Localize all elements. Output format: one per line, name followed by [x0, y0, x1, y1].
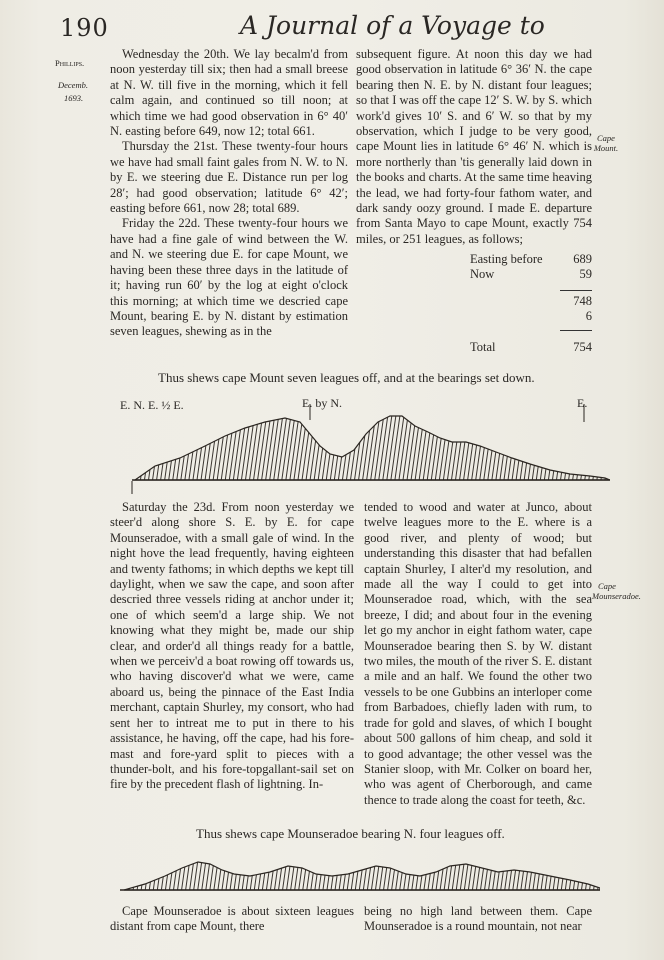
margin-note-cape-mount: Cape Mount.: [593, 133, 619, 153]
tally-label-total: Total: [470, 340, 496, 354]
tally-rule-1: [560, 290, 592, 291]
figure-2-caption: Thus shews cape Mounseradoe bearing N. four leagues off.: [196, 826, 505, 841]
paragraph-round-mountain: being no high land between them. Cape Mounseradoe is a round mountain, not near: [364, 904, 592, 934]
bearing-label-e: E.: [577, 396, 588, 410]
easting-tally: [470, 252, 592, 355]
margin-note-month: Decemb.: [58, 80, 88, 90]
paragraph-cape-mounseradoe-distance: Cape Mounseradoe is about sixteen leagues distant from cape Mount, there: [110, 904, 354, 934]
page-number: 190: [60, 14, 109, 42]
paragraph-thursday: Thursday the 21st. These twenty-four hours we have had small faint gales from N. W. to N. by E. we steering due E. Distance run per log 28′; had good observation; latitude 6° 42′; easting before 661, now 28; total 689.: [110, 139, 348, 216]
right-column-3: [364, 904, 592, 935]
tally-value-total: 754: [573, 340, 592, 354]
margin-note-year: 1693.: [64, 93, 84, 103]
cape-mounseradoe-landmass: [124, 862, 600, 890]
right-column-1: [356, 47, 592, 247]
tally-rule-2: [560, 330, 592, 331]
bearing-label-ene: E. N. E. ½ E.: [120, 398, 184, 412]
paragraph-junco: tended to wood and water at Junco, about twelve leagues more to the E. where is a good river, and plenty of wood; but understanding this disaster that had befallen captain Shurley, I alter'd my resolution, and made all the way I could to get into Mounseradoe road, which, with the sea breeze, I did; and about four in the evening let go my anchor in eight fathom water, cape Mounseradoe bearing then S. by W. distant two miles, the mouth of the river S. E. distant a mile and an half. We found the other two vessels to be one Gubbins an interloper come from Barbadoes, chiefly laden with rum, to trade for gold and slaves, of which I bought about 500 gallons of him cheap, and sold it to good advantage; the other vessel was the Stanier sloop, with Mr. Colker on board her, who was agent of Cherborough, and came thence to trade along the coast for teeth, &c.: [364, 500, 592, 807]
left-column-3: [110, 904, 354, 935]
bearing-label-e-by-n: E. by N.: [302, 396, 342, 410]
margin-note-author: Phillips.: [55, 58, 85, 68]
tally-label-now: Now: [470, 267, 495, 281]
cape-mounseradoe-profile: [110, 846, 600, 902]
left-column-2: [110, 500, 354, 793]
cape-mount-profile: [110, 402, 610, 497]
tally-value-easting-before: 689: [573, 252, 592, 266]
margin-note-cape-mounseradoe: Cape Mounseradoe.: [592, 581, 641, 601]
running-head: A Journal of a Voyage to: [240, 11, 545, 40]
tally-subtotal: 748: [573, 294, 592, 308]
paragraph-wednesday: Wednesday the 20th. We lay becalm'd from noon yesterday till six; then had a small breese at N. W. till five in the morning, which it fell calm again, and continued so till noon; at which time we had good observation in 6° 40′ N. easting before 649, now 12; total 661.: [110, 47, 348, 139]
left-column-1: [110, 47, 348, 340]
tally-deduct: 6: [585, 309, 592, 323]
paragraph-friday: Friday the 22d. These twenty-four hours we have had a fine gale of wind between the W. and N. we steering due E. for cape Mount, we having been these three days in the latitude of it; having run 60′ by the log at eight o'clock this morning; at which time we descried cape Mount, bearing E. by N. distant by estimation seven leagues, shewing as in the: [110, 216, 348, 339]
figure-1-caption: Thus shews cape Mount seven leagues off, and at the bearings set down.: [158, 370, 535, 385]
paragraph-saturday: Saturday the 23d. From noon yesterday we steer'd along shore S. E. by E. for cape Mounseradoe, with a small gale of wind. In the night hove the lead frequently, having eighteen and twenty fathoms; in which depths we kept till daylight, when we saw the cape, and soon after descried three vessels riding at anchor under it; one of which seem'd a large ship. We not knowing what they might be, made our ship clear, and order'd all things ready for a battle, when we perceiv'd a boat rowing off towards us, who having discover'd what we were, came aboard us, being the pinnace of the East India merchant, captain Shurley, my consort, who had sent her to intreat me to put in there to his assistance, he having, off the cape, had his fore-mast and fore-yard split to pieces with a thunder-bolt, and his fore-topgallant-sail set on fire by the precedent flash of lightning. In-: [110, 500, 354, 792]
cape-mount-landmass: [135, 416, 610, 480]
right-column-2: [364, 500, 592, 808]
paragraph-subsequent-figure: subsequent figure. At noon this day we had good observation in latitude 6° 36′ N. the cape bearing then N. E. by N. distant four leagues; so that I was off the cape 12′ S. W. by S. which work'd gives 10′ S. and 6′ W. so that by my observation, which I judge to be very good, cape Mount lies in latitude 6° 46′ N. which is more northerly than 'tis generally laid down in the books and charts. At the same time heaving the lead, we had forty-four fathom water, and dark sandy oozy ground. I made E. departure from Santa Mayo to cape Mount, exactly 754 miles, or 251 leagues, as follows;: [356, 47, 592, 246]
tally-value-now: 59: [579, 267, 592, 281]
tally-label-easting-before: Easting before: [470, 252, 543, 266]
